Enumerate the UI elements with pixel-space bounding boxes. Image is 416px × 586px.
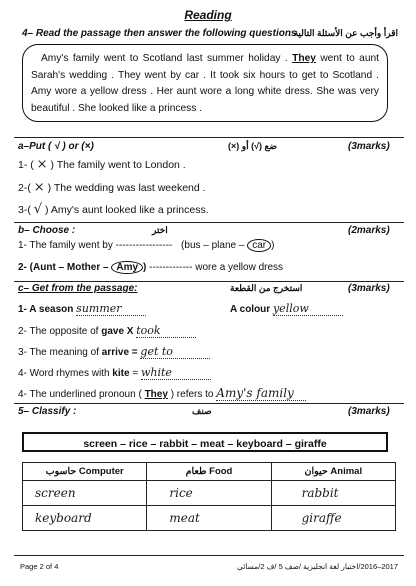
cell-animal-2: giraffe bbox=[271, 506, 395, 531]
pronoun-label: 4- The underlined pronoun ( bbox=[18, 389, 142, 400]
rhymes-eq: = bbox=[132, 368, 139, 379]
cell-computer-2: keyboard bbox=[23, 506, 147, 531]
q2-close: ) bbox=[143, 262, 147, 273]
rhymes-label: 4- Word rhymes with bbox=[18, 368, 110, 379]
q1-answer: car bbox=[247, 239, 271, 252]
sec-a-item-2 bbox=[18, 180, 206, 195]
item-num: 1- ( bbox=[18, 159, 34, 171]
meaning-label: 3- The meaning of bbox=[18, 347, 99, 358]
sec-c-arabic: استخرج من القطعة bbox=[230, 283, 303, 293]
sec-c-meaning bbox=[18, 345, 210, 359]
sec-b-q1 bbox=[18, 240, 274, 251]
opposite-word: gave X bbox=[101, 326, 134, 337]
season-answer: summer bbox=[76, 302, 146, 316]
divider-a bbox=[14, 137, 404, 138]
sec-a-item-3 bbox=[18, 202, 209, 217]
divider-b bbox=[14, 222, 404, 223]
q1-options: (bus – plane – bbox=[181, 240, 245, 251]
item-text: ) Amy's aunt looked like a princess. bbox=[44, 204, 209, 216]
sec-c-colour bbox=[230, 302, 343, 316]
rhymes-answer: white bbox=[141, 366, 211, 380]
cell-animal-1: rabbit bbox=[271, 481, 395, 506]
sec-5-arabic: صنف bbox=[192, 406, 212, 416]
sec-c-marks: (3marks) bbox=[348, 283, 390, 294]
header-food: طعام Food bbox=[147, 463, 271, 481]
cell-food-1: rice bbox=[147, 481, 271, 506]
item-text: ) The family went to London . bbox=[50, 159, 186, 171]
sec-a-marks: (3marks) bbox=[348, 141, 390, 152]
sec-5-title: 5– Classify : bbox=[18, 406, 77, 417]
rhymes-word: kite bbox=[112, 368, 130, 379]
q1-prefix: 1- The family went by bbox=[18, 240, 113, 251]
q2-answer: Amy bbox=[111, 261, 143, 274]
header-computer: حاسوب Computer bbox=[23, 463, 147, 481]
footer-divider bbox=[14, 555, 404, 556]
classify-table bbox=[22, 462, 396, 531]
sec-c-rhymes bbox=[18, 366, 211, 380]
q4-arabic: اقرأ وأجب عن الأسئلة التالية : bbox=[288, 28, 398, 38]
sec-b-marks: (2marks) bbox=[348, 225, 390, 236]
cell-food-2: meat bbox=[147, 506, 271, 531]
answer-mark: × bbox=[33, 180, 45, 195]
answer-mark: √ bbox=[33, 202, 43, 217]
passage-box bbox=[22, 44, 388, 122]
sec-a-arabic: ضع (√) أو (×) bbox=[228, 141, 277, 151]
passage-part-1: Amy's family went to Scotland last summer holiday . bbox=[41, 53, 293, 64]
passage-they: They bbox=[292, 53, 316, 64]
colour-answer: yellow bbox=[273, 302, 343, 316]
page-title: Reading bbox=[184, 8, 232, 22]
q1-close: ) bbox=[271, 240, 275, 251]
passage-part-3: went to aunt Sarah's wedding . They went by car . It took six hours to get to Scotland . Amy wore a yellow dress . Her aunt wore a long white dress. She was very beautiful . She looked like a princess . bbox=[31, 53, 379, 114]
opposite-label: 2- The opposite of bbox=[18, 326, 99, 337]
answer-mark: × bbox=[36, 157, 48, 172]
q2-dots: ------------- bbox=[149, 262, 193, 273]
pronoun-word: They bbox=[144, 389, 168, 400]
sec-c-opposite bbox=[18, 324, 196, 338]
pronoun-close: ) refers to bbox=[170, 389, 214, 400]
pronoun-answer: Amy's family bbox=[216, 386, 306, 401]
item-num: 3-( bbox=[18, 204, 31, 216]
colour-label: A colour bbox=[230, 304, 271, 315]
footer-page: Page 2 of 4 bbox=[20, 562, 59, 571]
item-num: 2-( bbox=[18, 182, 31, 194]
season-label: 1- A season bbox=[18, 304, 74, 315]
sec-5-marks: (3marks) bbox=[348, 406, 390, 417]
q1-dots: ----------------- bbox=[115, 240, 173, 251]
sec-c-pronoun bbox=[18, 386, 306, 401]
header-animal: حيوان Animal bbox=[271, 463, 395, 481]
q4-instruction: 4– Read the passage then answer the following questions bbox=[22, 28, 297, 39]
q2-options: 2- (Aunt – Mother – bbox=[18, 262, 109, 273]
sec-c-season bbox=[18, 302, 146, 316]
sec-b-q2 bbox=[18, 262, 283, 273]
meaning-answer: get to bbox=[140, 345, 210, 359]
divider-c bbox=[14, 281, 404, 282]
cell-computer-1: screen bbox=[23, 481, 147, 506]
footer-exam: 2017–2016/اختبار لغة انجليزية /صف 5 /ف 2/مسائي bbox=[236, 562, 398, 571]
item-text: ) The wedding was last weekend . bbox=[47, 182, 206, 194]
sec-b-arabic: اختر bbox=[152, 225, 168, 235]
meaning-word: arrive = bbox=[101, 347, 138, 358]
sec-a-item-1 bbox=[18, 157, 186, 172]
word-bank: screen – rice – rabbit – meat – keyboard – giraffe bbox=[22, 432, 388, 452]
sec-a-title: a–Put ( √ ) or (×) bbox=[18, 141, 94, 152]
opposite-answer: took bbox=[136, 324, 196, 338]
q2-suffix: wore a yellow dress bbox=[195, 262, 284, 273]
sec-b-title: b– Choose : bbox=[18, 225, 76, 236]
divider-5 bbox=[14, 403, 404, 404]
sec-c-title: c– Get from the passage: bbox=[18, 283, 138, 294]
